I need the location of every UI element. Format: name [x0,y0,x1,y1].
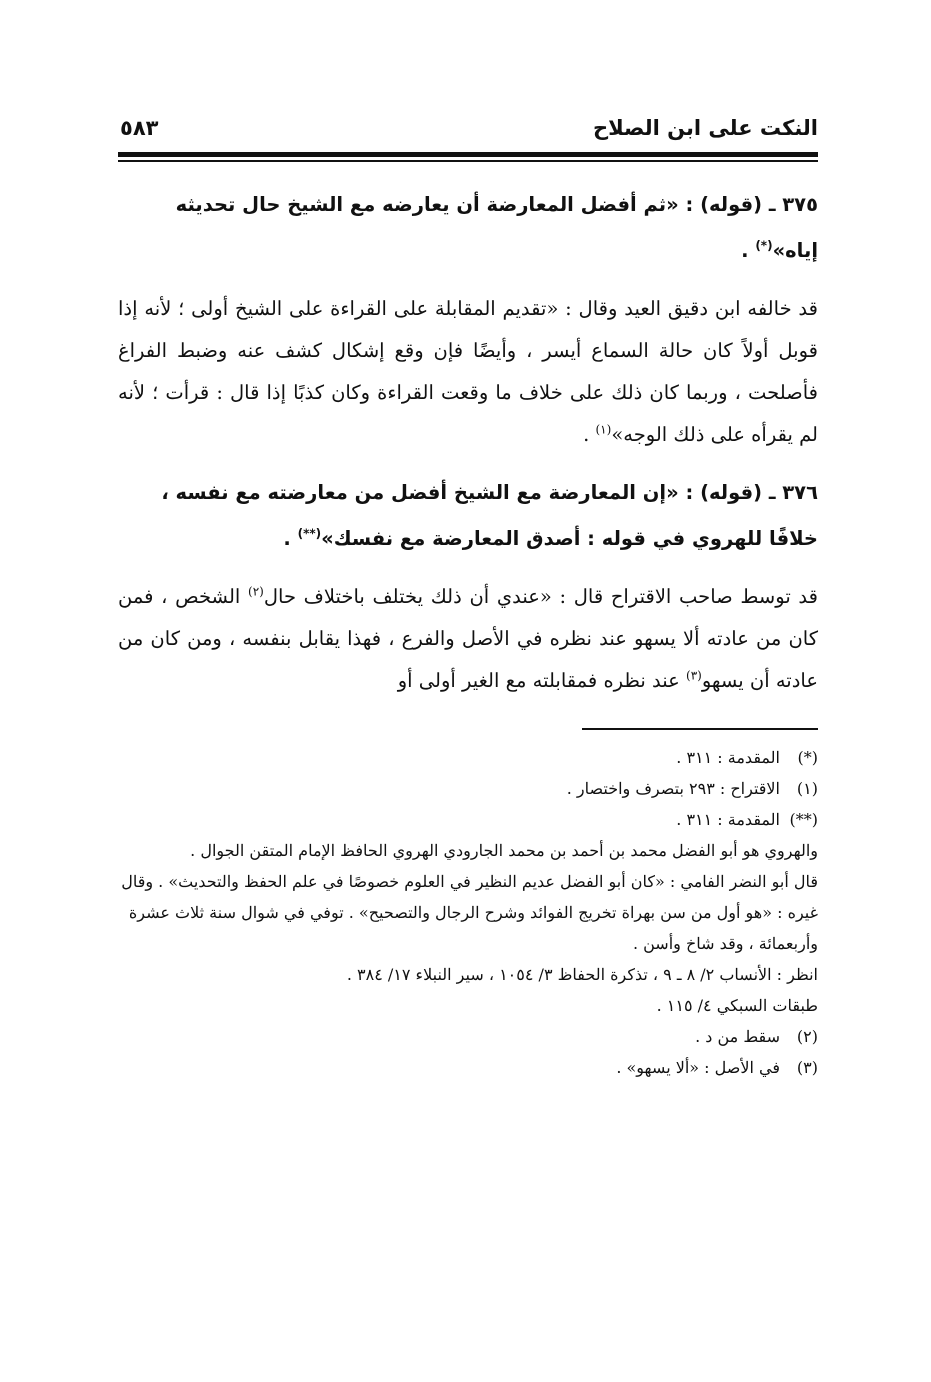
footnote-text: طبقات السبكي ٤/ ١١٥ . [656,996,818,1015]
entry-heading-line: ٣٧٦ ـ (قوله) : «إن المعارضة مع الشيخ أفضل من معارضته مع نفسه ، [161,481,818,504]
footnote-text: المقدمة : ٣١١ . [676,810,780,829]
header-rule-thick [118,152,818,157]
footnote-label: (٣) [796,1058,818,1077]
page-header [118,110,818,152]
footnote-continuation [118,866,818,959]
footnote-mark: (١) [595,422,612,437]
footnote-label: (٢) [796,1027,818,1046]
footnote [118,1021,818,1052]
footnote [118,1052,818,1083]
footnote [118,773,818,804]
footnote-text: والهروي هو أبو الفضل محمد بن أحمد بن محمد الجارودي الهروي الحافظ الإمام المتقن الجوال . [190,841,818,860]
footnote-mark: (٣) [686,668,702,683]
header-rule-thin [118,160,818,162]
footnote-label: (*) [797,748,818,767]
paragraph-text: عند نظره فمقابلته مع الغير أولى أو [397,669,686,692]
spacer [118,456,818,470]
footnote-mark: (*) [755,238,773,253]
footnote-label: (١) [796,779,818,798]
punctuation: . [583,423,596,446]
entry-heading-line: ٣٧٥ ـ (قوله) : «ثم أفضل المعارضة أن يعارضه مع الشيخ حال تحديثه [175,193,818,216]
paragraph-text: قد خالفه ابن دقيق العيد وقال : «تقديم المقابلة على القراءة على الشيخ أولى ؛ لأنه إذا قوبل أولاً كان حالة السماع أيسر ، وأيضًا فإن وقع إشكال كشف عنه وضبط الفراغ فأصلحت ، وربما كان ذلك على خلاف ما وقعت القراءة وكان كذبًا إذا قال : قرأت ؛ لأنه لم يقرأه على ذلك الوجه» [118,297,818,446]
footnote-text: انظر : الأنساب ٢/ ٨ ـ ٩ ، تذكرة الحفاظ ٣/ ١٠٥٤ ، سير النبلاء ١٧/ ٣٨٤ . [346,965,818,984]
footnote-continuation [118,959,818,990]
paragraph-375 [118,288,818,456]
punctuation: . [741,239,756,262]
page-number: ٥٨٣ [120,116,159,140]
footnotes [118,742,818,1083]
footnote-mark: (**) [297,526,322,541]
footnote-text: المقدمة : ٣١١ . [676,748,780,767]
footnote-text: الاقتراح : ٢٩٣ بتصرف واختصار . [566,779,780,798]
footnote-text: قال أبو النضر الفامي : «كان أبو الفضل عديم النظير في العلوم خصوصًا في علم الحفظ والتحديث» . وقال غيره : «هو أول من سن بهراة تخريج الفوائد وشرح الرجال والتصحيح» . توفي في شوال سنة ثلاث عشرة وأربعمائة ، وقد شاخ وأسن . [121,872,818,953]
footnote-text: في الأصل : «ألا يسهو» . [616,1058,780,1077]
footnote-text: سقط من د . [695,1027,780,1046]
entry-heading-line: إياه» [772,239,818,262]
paragraph-text: الشخص ، فمن كان من عادته ألا يسهو عند نظره في الأصل والفرع ، فهذا يقابل بنفسه ، ومن كان من عادته أن يسهو [118,585,818,692]
footnote-mark: (٢) [248,584,264,599]
entry-heading-line: خلافًا للهروي في قوله : أصدق المعارضة مع نفسك» [321,527,818,550]
footnote-label: (**) [789,810,818,829]
entry-heading-375 [118,182,818,274]
footnote [118,742,818,773]
punctuation: . [283,527,298,550]
entry-heading-376 [118,470,818,562]
paragraph-text: قد توسط صاحب الاقتراح قال : «عندي أن ذلك يختلف باختلاف حال [263,585,818,608]
running-title: النكت على ابن الصلاح [592,116,818,140]
paragraph-376 [118,576,818,702]
footnote-continuation [118,990,818,1021]
footnote [118,804,818,835]
document-page [118,110,818,1083]
footnote-divider [582,728,818,730]
main-text [118,182,818,702]
footnote-continuation [118,835,818,866]
